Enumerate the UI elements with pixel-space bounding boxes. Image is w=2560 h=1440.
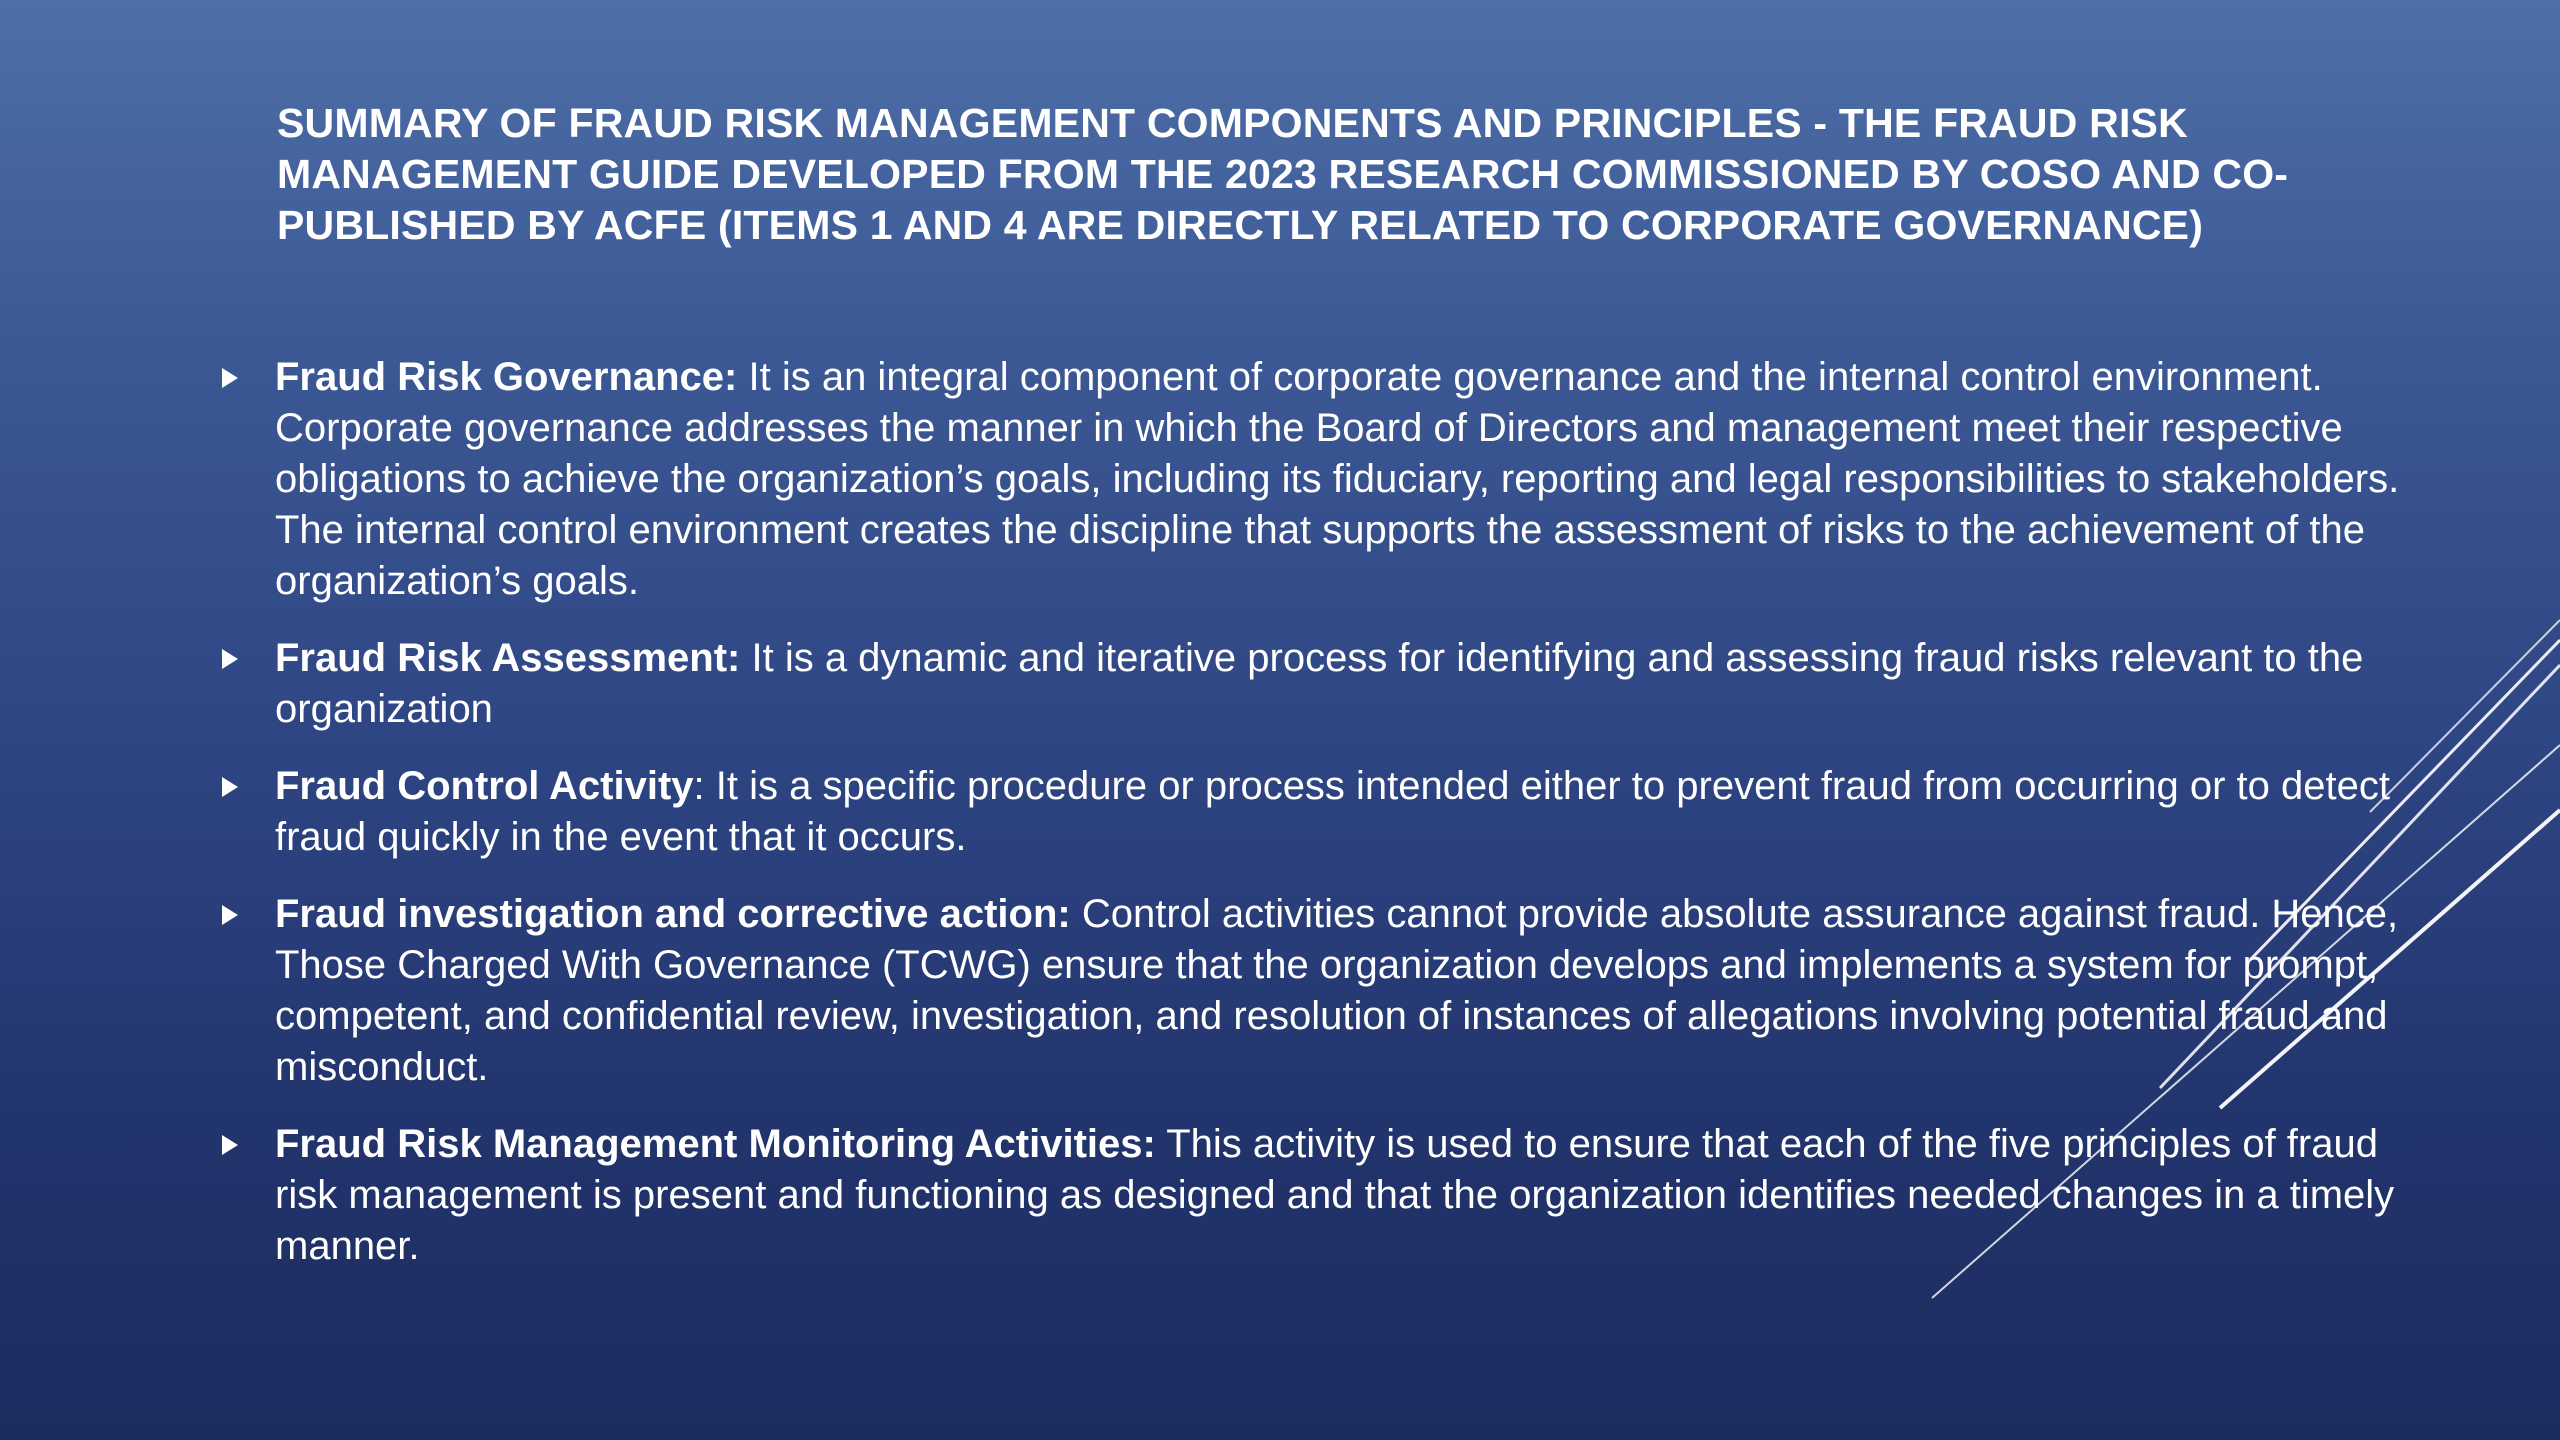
bullet-item-control-activity — [220, 761, 2400, 863]
bullet-list — [220, 352, 2400, 1298]
bullet-term: Fraud investigation and corrective action: — [275, 892, 1071, 936]
bullet-term: Fraud Risk Management Monitoring Activities: — [275, 1122, 1156, 1166]
bullet-text: Control activities cannot provide absolute assurance against fraud. Hence, Those Charged With Governance (TCWG) ensure that the organization develops and implements a system for prompt, competent, and confidential review, investigation, and resolution of instances of allegations involving potential fraud and misconduct. — [275, 892, 2399, 1089]
slide-title: SUMMARY OF FRAUD RISK MANAGEMENT COMPONENTS AND PRINCIPLES - THE FRAUD RISK MANAGEMENT GUIDE DEVELOPED FROM THE 2023 RESEARCH COMMISSIONED BY COSO AND CO-PUBLISHED BY ACFE (ITEMS 1 AND 4 ARE DIRECTLY RELATED TO CORPORATE GOVERNANCE) — [277, 100, 2289, 248]
triangle-bullet-icon — [222, 649, 238, 669]
bullet-text: This activity is used to ensure that each of the five principles of fraud risk management is present and functioning as designed and that the organization identifies needed changes in a timely manner. — [275, 1122, 2395, 1268]
triangle-bullet-icon — [222, 1135, 238, 1155]
bullet-item-investigation — [220, 889, 2400, 1093]
bullet-text: : It is a specific procedure or process intended either to prevent fraud from occurring or to detect fraud quickly in the event that it occurs. — [275, 764, 2390, 859]
bullet-term: Fraud Control Activity — [275, 764, 694, 808]
triangle-bullet-icon — [222, 777, 238, 797]
bullet-text: It is an integral component of corporate governance and the internal control environment. Corporate governance addresses the manner in which the Board of Directors and management meet their respective obligations to achieve the organization’s goals, including its fiduciary, reporting and legal responsibilities to stakeholders. The internal control environment creates the discipline that supports the assessment of risks to the achievement of the organization’s goals. — [275, 355, 2400, 603]
bullet-text: It is a dynamic and iterative process for identifying and assessing fraud risks relevant to the organization — [275, 636, 2364, 731]
bullet-term: Fraud Risk Governance: — [275, 355, 738, 399]
triangle-bullet-icon — [222, 368, 238, 388]
bullet-item-monitoring — [220, 1119, 2400, 1272]
bullet-item-assessment — [220, 633, 2400, 735]
triangle-bullet-icon — [222, 905, 238, 925]
bullet-term: Fraud Risk Assessment: — [275, 636, 741, 680]
bullet-item-governance — [220, 352, 2400, 607]
